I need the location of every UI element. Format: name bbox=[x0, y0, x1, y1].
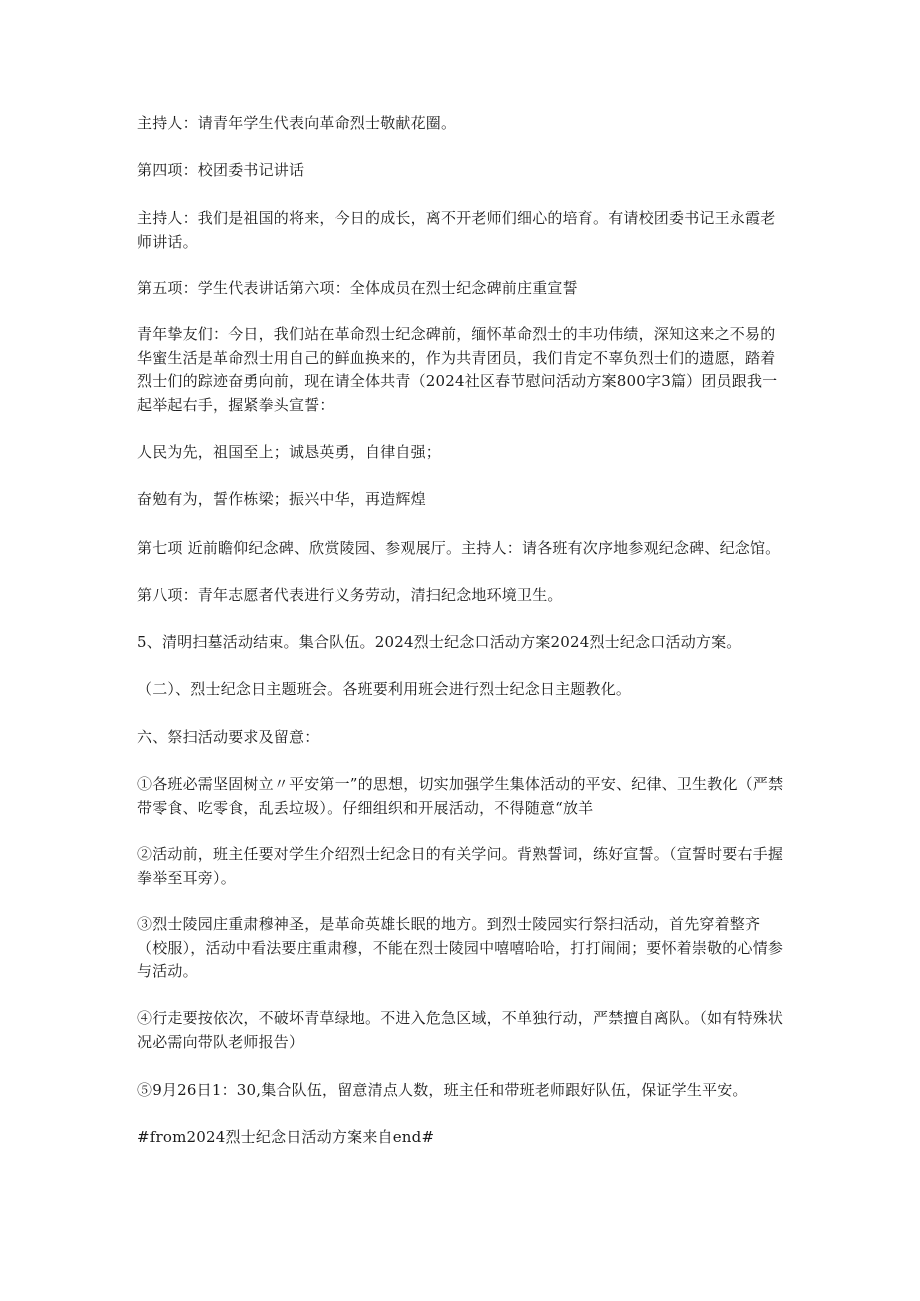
paragraph: ②活动前，班主任要对学生介绍烈士纪念日的有关学问。背熟誓词，练好宣誓。（宣誓时要右手握拳举至耳旁）。 bbox=[137, 845, 784, 887]
paragraph: （二）、烈士纪念日主题班会。各班要利用班会进行烈士纪念日主题教化。 bbox=[137, 680, 632, 698]
paragraph: 六、祭扫活动要求及留意： bbox=[137, 728, 320, 746]
paragraph: 第八项：青年志愿者代表进行义务劳动，清扫纪念地环境卫生。 bbox=[137, 586, 563, 604]
paragraph: 第七项 近前瞻仰纪念碑、欣赏陵园、参观展厅。主持人：请各班有次序地参观纪念碑、纪念馆。 bbox=[137, 539, 781, 557]
paragraph: 人民为先，祖国至上；诚恳英勇，自律自强； bbox=[137, 443, 442, 461]
paragraph: 主持人：我们是祖国的将来，今日的成长，离不开老师们细心的培育。有请校团委书记王永霞老师讲话。 bbox=[137, 209, 776, 251]
paragraph: 第四项：校团委书记讲话 bbox=[137, 161, 305, 179]
paragraph: ③烈士陵园庄重肃穆神圣，是革命英雄长眠的地方。到烈士陵园实行祭扫活动，首先穿着整齐（校服），活动中看法要庄重肃穆，不能在烈士陵园中嘻嘻哈哈，打打闹闹；要怀着崇敬的心情参与活动。 bbox=[137, 915, 784, 980]
paragraph: 第五项：学生代表讲话第六项：全体成员在烈士纪念碑前庄重宣誓 bbox=[137, 279, 578, 297]
paragraph: 5、清明扫墓活动结束。集合队伍。2024烈士纪念口活动方案2024烈士纪念口活动方案。 bbox=[137, 633, 742, 651]
paragraph: ④行走要按依次，不破坏青草绿地。不进入危急区域，不单独行动，严禁擅自离队。（如有特殊状况必需向带队老师报告） bbox=[137, 1009, 784, 1051]
paragraph: #from2024烈士纪念日活动方案来自end# bbox=[137, 1128, 435, 1146]
paragraph: ①各班必需坚固树立〃平安第一”的思想，切实加强学生集体活动的平安、纪律、卫生教化（严禁带零食、吃零食，乱丢垃圾）。仔细组织和开展活动，不得随意“放羊 bbox=[137, 775, 784, 817]
paragraph: ⑤9月26日1：30,集合队伍，留意清点人数，班主任和带班老师跟好队伍，保证学生平安。 bbox=[137, 1081, 748, 1099]
paragraph: 奋勉有为，誓作栋梁；振兴中华，再造辉煌 bbox=[137, 490, 426, 508]
paragraph: 青年挚友们：今日，我们站在革命烈士纪念碑前，缅怀革命烈士的丰功伟绩，深知这来之不易的华蜜生活是革命烈士用自己的鲜血换来的，作为共青团员，我们肯定不辜负烈士们的遗愿，踏着烈士们的踪迹奋勇向前，现在请全体共青（2024社区春节慰问活动方案800字3篇）团员跟我一起举起右手，握紧拳头宣誓： bbox=[137, 325, 778, 414]
paragraph: 主持人：请青年学生代表向革命烈士敬献花圈。 bbox=[137, 114, 457, 132]
